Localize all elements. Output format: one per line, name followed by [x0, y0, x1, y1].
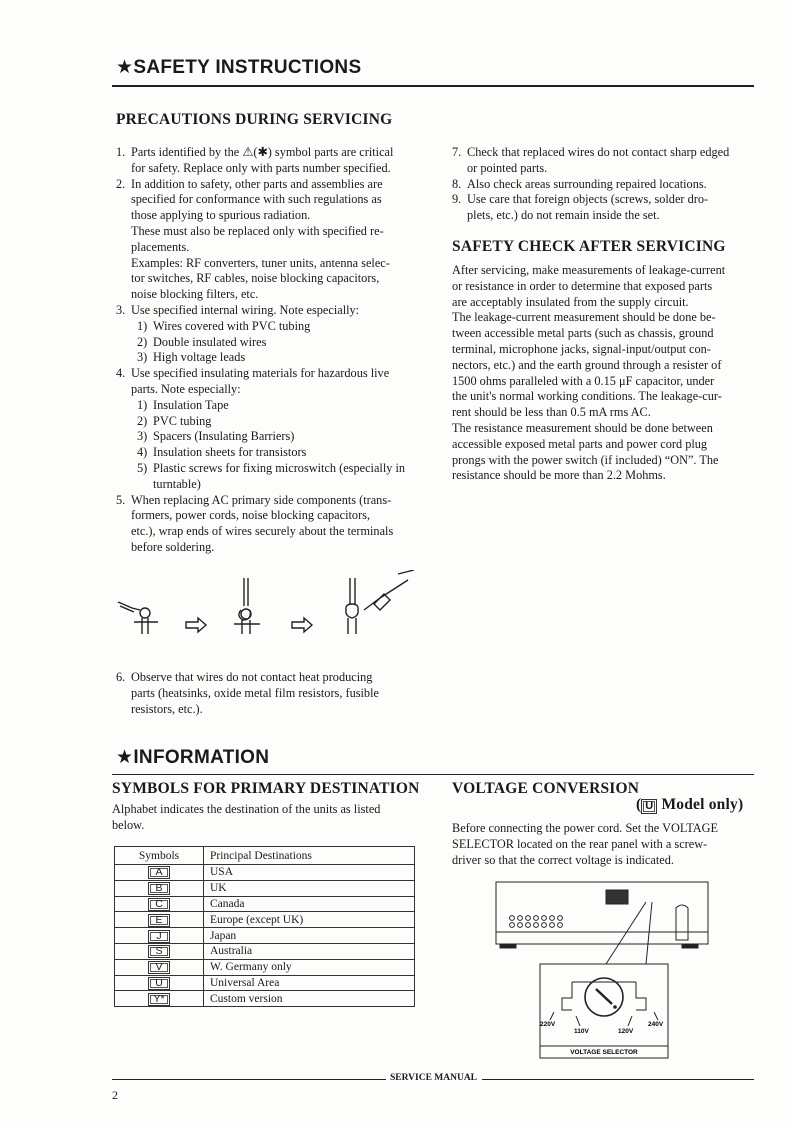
page-number: 2 [112, 1088, 118, 1102]
wire-wrapping-illustration [112, 570, 432, 640]
sub-item-number: 1) [137, 318, 148, 333]
paragraph-line: nectors, etc.) and the earth ground through a resister of [452, 357, 722, 372]
sub-item-text: Spacers (Insulating Barriers) [153, 429, 295, 444]
item-line: In addition to safety, other parts and assemblies are [131, 176, 383, 191]
destination-cell: Custom version [204, 991, 415, 1007]
safety-check-text [452, 263, 757, 484]
precaution-item [116, 303, 426, 366]
destination-symbol-badge: E [148, 914, 170, 927]
symbol-cell [115, 912, 204, 928]
column-header-destinations: Principal Destinations [204, 847, 415, 865]
precautions-list [116, 145, 426, 556]
paragraph-line: rent should be less than 0.5 mA rms AC. [452, 405, 651, 420]
power-cord-entry [676, 905, 688, 940]
label-120v: 120V [618, 1028, 634, 1035]
destination-cell: Japan [204, 928, 415, 944]
destination-table [114, 846, 415, 1007]
star-icon: ★ [116, 747, 134, 768]
sub-item-text: High voltage leads [153, 350, 246, 365]
paragraph-line: tween accessible metal parts (such as chassis, ground [452, 326, 714, 341]
table-header-row [115, 847, 415, 865]
title-rule [112, 85, 754, 87]
solder-joint [346, 604, 358, 618]
item-line: for safety. Replace only with parts number specified. [131, 160, 391, 175]
table-row [115, 896, 415, 912]
selector-slot [596, 989, 612, 1004]
table-row [115, 959, 415, 975]
destination-symbol-badge: Y* [148, 993, 170, 1006]
model-symbol-badge: U [641, 799, 657, 814]
destination-symbol-badge: A [148, 866, 170, 879]
item-line: Use care that foreign objects (screws, solder dro- [467, 192, 709, 207]
table-row [115, 928, 415, 944]
paragraph-line: or resistance in order to determine that exposed parts [452, 278, 713, 293]
item-number: 8. [452, 176, 462, 191]
sub-item [137, 335, 426, 351]
sub-item-text: Wires covered with PVC tubing [153, 318, 311, 333]
item-line: placements. [131, 239, 190, 254]
sub-item-text-cont: turntable) [153, 476, 201, 491]
sub-list [131, 398, 426, 493]
footer-rule-right [482, 1079, 754, 1080]
item-line: resistors, etc.). [131, 701, 203, 716]
symbols-intro: Alphabet indicates the destination of the units as listed below. [112, 802, 381, 832]
safety-paragraph [452, 310, 757, 421]
item-line: Use specified internal wiring. Note especially: [131, 302, 360, 317]
paragraph-line: The leakage-current measurement should be done be- [452, 310, 716, 325]
item-number: 6. [116, 670, 126, 684]
sub-item [137, 445, 426, 461]
column-header-symbols: Symbols [115, 847, 204, 865]
table-row [115, 865, 415, 881]
information-rule [112, 774, 754, 775]
symbol-cell [115, 943, 204, 959]
precautions-heading: PRECAUTIONS DURING SERVICING [116, 111, 393, 128]
precaution-item [452, 177, 757, 193]
sub-item-number: 5) [137, 460, 148, 475]
item-line: etc.), wrap ends of wires securely about the terminals [131, 524, 394, 539]
destination-symbol-badge: C [148, 898, 170, 911]
destination-cell: Europe (except UK) [204, 912, 415, 928]
sub-item-text: PVC tubing [153, 413, 212, 428]
paragraph-line: terminal, microphone jacks, signal-input/output con- [452, 341, 711, 356]
destination-cell: W. Germany only [204, 959, 415, 975]
item-line: before soldering. [131, 539, 215, 554]
item-number: 5. [116, 492, 126, 507]
sub-item [137, 398, 426, 414]
item-line: tor switches, RF cables, noise blocking capacitors, [131, 271, 380, 286]
table-row [115, 880, 415, 896]
paragraph-line: prongs with the power switch (if included) “ON”. The [452, 452, 719, 467]
destination-cell: Universal Area [204, 975, 415, 991]
terminal-eye-1 [140, 608, 150, 618]
label-220v: 220V [540, 1021, 556, 1028]
soldering-iron-icon [364, 580, 408, 610]
arrow-icon-1 [186, 618, 206, 632]
sub-item-text: Insulation sheets for transistors [153, 445, 307, 460]
destination-cell: UK [204, 880, 415, 896]
item-line: Parts identified by the ⚠(✱) symbol parts are critical [131, 145, 394, 159]
sub-item-number: 3) [137, 429, 148, 444]
destination-symbol-badge: U [148, 977, 170, 990]
symbols-heading: SYMBOLS FOR PRIMARY DESTINATION [112, 780, 420, 797]
sub-item-number: 1) [137, 397, 148, 412]
table-row [115, 943, 415, 959]
symbol-cell [115, 865, 204, 881]
destination-cell: Canada [204, 896, 415, 912]
item-line: Examples: RF converters, tuner units, antenna selec- [131, 255, 390, 270]
destination-symbol-badge: B [148, 882, 170, 895]
sub-item-number: 2) [137, 334, 148, 349]
footer-rule-left [112, 1079, 386, 1080]
paragraph-line: 1500 ohms paralleled with a 0.15 μF capacitor, under [452, 373, 715, 388]
precaution-item [452, 145, 757, 177]
sub-item-number: 2) [137, 413, 148, 428]
item-number: 9. [452, 192, 462, 207]
destination-cell: Australia [204, 943, 415, 959]
item-line: These must also be replaced only with specified re- [131, 223, 384, 238]
label-110v: 110V [574, 1028, 589, 1035]
rear-outlet [606, 890, 628, 904]
item-line: parts. Note especially: [131, 381, 241, 396]
symbol-cell [115, 896, 204, 912]
label-240v: 240V [648, 1021, 664, 1028]
symbol-cell [115, 880, 204, 896]
destination-cell: USA [204, 865, 415, 881]
arrow-icon-2 [292, 618, 312, 632]
sub-item-text: Plastic screws for fixing microswitch (especially in [153, 460, 406, 475]
item-number: 1. [116, 145, 126, 159]
precautions-list-right [452, 145, 757, 224]
destination-symbol-badge: S [148, 945, 170, 958]
safety-paragraph [452, 421, 757, 484]
paragraph-line: resistance should be more than 2.2 Mohms. [452, 468, 666, 483]
item-number: 3. [116, 302, 126, 317]
symbol-cell [115, 975, 204, 991]
table-row [115, 912, 415, 928]
information-title: ★INFORMATION [116, 747, 270, 768]
table-row [115, 991, 415, 1007]
item-line: noise blocking filters, etc. [131, 287, 259, 302]
item-line: parts (heatsinks, oxide metal film resistors, fusible [131, 685, 379, 700]
destination-table-wrap [114, 846, 415, 1007]
item-number: 4. [116, 366, 126, 381]
sub-item [137, 429, 426, 445]
destination-symbol-badge: J [148, 930, 170, 943]
item-line: formers, power cords, noise blocking capacitors, [131, 508, 371, 523]
item-line: Use specified insulating materials for hazardous live [131, 366, 390, 381]
rear-panel-jacks [510, 916, 563, 928]
sub-item [137, 319, 426, 335]
safety-check-heading: SAFETY CHECK AFTER SERVICING [452, 238, 726, 255]
symbol-cell [115, 928, 204, 944]
precaution-item [116, 493, 426, 556]
item-number: 7. [452, 145, 462, 159]
item-line: those applying to spurious radiation. [131, 208, 311, 223]
sub-list [131, 319, 426, 366]
paragraph-line: accessible exposed metal parts and power cord plug [452, 436, 708, 451]
voltage-text: Before connecting the power cord. Set the VOLTAGE SELECTOR located on the rear panel with a screw- driver so that the correct voltage is indicated. [452, 821, 719, 867]
item-line: specified for conformance with such regulations as [131, 192, 382, 207]
destination-symbol-badge: V [148, 961, 170, 974]
sub-item [137, 414, 426, 430]
voltage-heading: VOLTAGE CONVERSION [452, 780, 640, 797]
page-title: ★SAFETY INSTRUCTIONS [116, 57, 362, 78]
paragraph-line: are acceptably insulated from the supply circuit. [452, 294, 689, 309]
symbol-cell [115, 959, 204, 975]
item-line: or pointed parts. [467, 160, 548, 175]
star-icon: ★ [116, 57, 134, 78]
symbol-cell [115, 991, 204, 1007]
sub-item-text: Insulation Tape [153, 397, 229, 412]
paragraph-line: the unit's normal working conditions. The leakage-cur- [452, 389, 722, 404]
safety-paragraph [452, 263, 757, 310]
sub-item-text: Double insulated wires [153, 334, 267, 349]
sub-item [137, 350, 426, 366]
voltage-selector-diagram [494, 880, 710, 1060]
precaution-item [452, 192, 757, 224]
table-row [115, 975, 415, 991]
precaution-item-6 [116, 670, 426, 717]
item-number: 2. [116, 176, 126, 191]
sub-item [137, 461, 426, 493]
paragraph-line: After servicing, make measurements of leakage-current [452, 263, 726, 277]
precaution-item [116, 366, 426, 492]
footer-label: SERVICE MANUAL [390, 1073, 478, 1083]
sub-item-number: 3) [137, 350, 148, 365]
item-line: Observe that wires do not contact heat producing [131, 670, 373, 684]
item-line: Also check areas surrounding repaired locations. [467, 176, 707, 191]
paragraph-line: The resistance measurement should be done between [452, 420, 713, 435]
voltage-selector-caption: VOLTAGE SELECTOR [570, 1049, 638, 1056]
precaution-item [116, 177, 426, 303]
precaution-item [116, 670, 426, 717]
precautions-list-left [116, 145, 426, 556]
sub-item-number: 4) [137, 445, 148, 460]
item-line: When replacing AC primary side components (trans- [131, 492, 392, 507]
voltage-model-note: ( U Model only) [636, 796, 744, 813]
item-line: plets, etc.) do not remain inside the set. [467, 208, 660, 223]
item-line: Check that replaced wires do not contact sharp edged [467, 145, 730, 159]
precaution-item [116, 145, 426, 177]
